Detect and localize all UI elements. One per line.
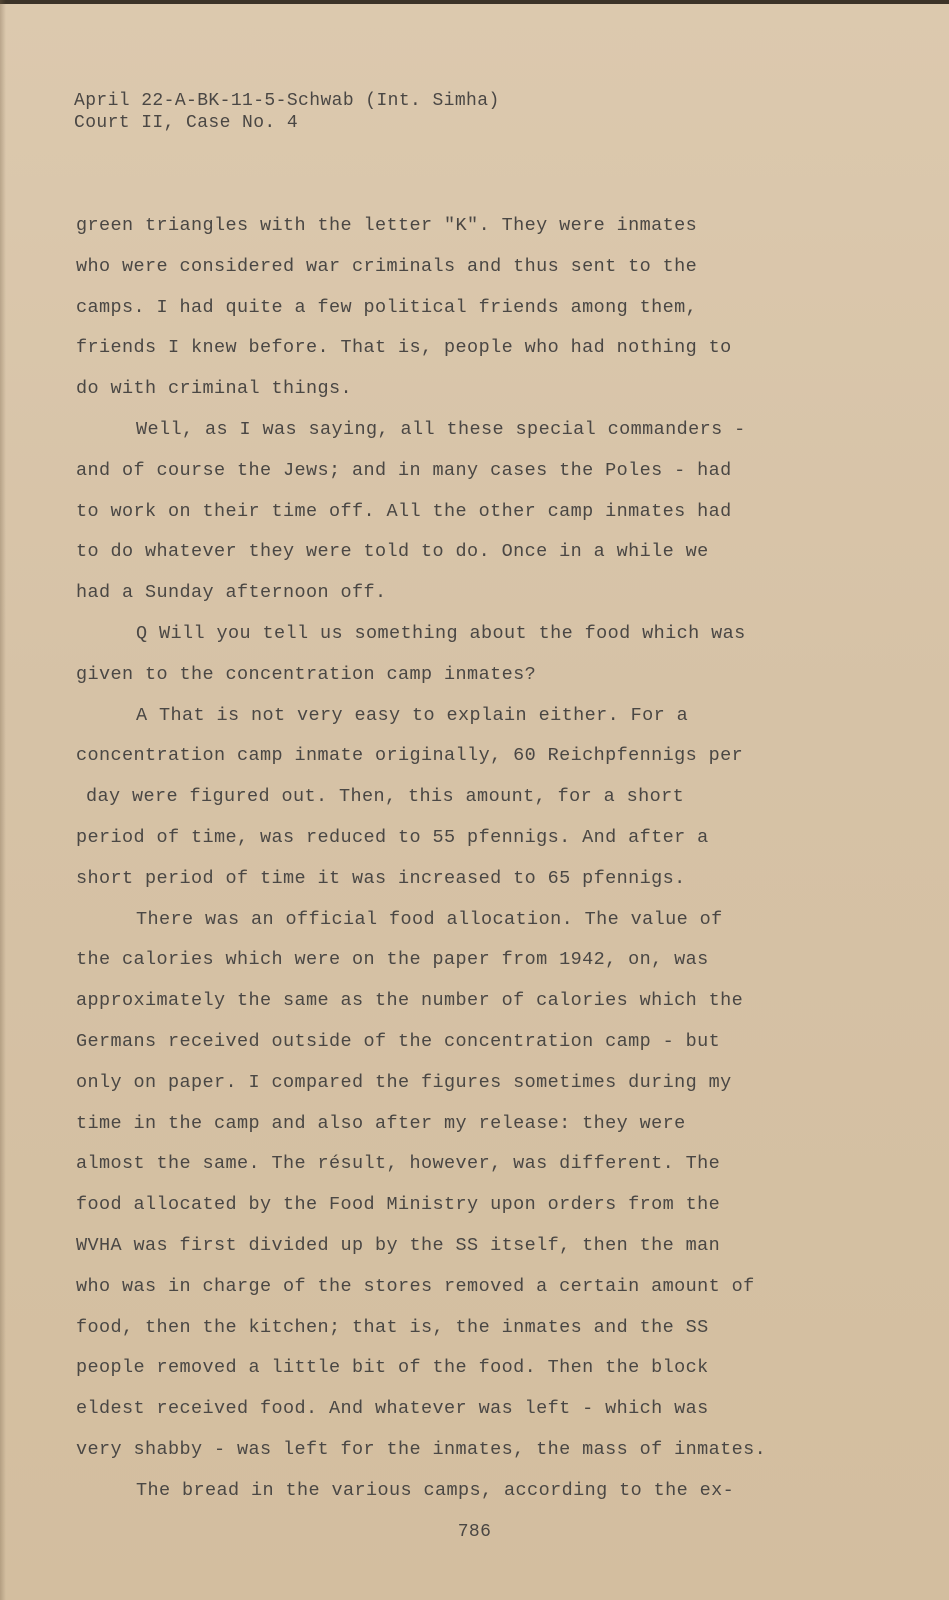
text-line: to do whatever they were told to do. Once in a while we (76, 541, 709, 563)
text-line: do with criminal things. (76, 378, 353, 400)
text-line: friends I knew before. That is, people who had nothing to (76, 337, 732, 359)
text-line: food allocated by the Food Ministry upon orders from the (76, 1194, 721, 1216)
text-line: short period of time it was increased to 65 pfennigs. (76, 867, 686, 889)
text-line: the calories which were on the paper from 1942, on, was (76, 949, 709, 971)
text-line: almost the same. The résult, however, was different. The (76, 1153, 721, 1175)
header-court-case: Court II, Case No. 4 (74, 113, 299, 133)
text-line: green triangles with the letter "K". They were inmates (76, 215, 698, 236)
text-line: and of course the Jews; and in many cases the Poles - had (76, 459, 732, 481)
text-line: concentration camp inmate originally, 60 Reichpfennigs per (76, 745, 744, 767)
text-line: WVHA was first divided up by the SS itself, then the man (76, 1234, 721, 1256)
text-line: eldest received food. And whatever was left - which was (76, 1398, 709, 1420)
text-line: Germans received outside of the concentration camp - but (76, 1030, 721, 1052)
text-line: to work on their time off. All the other camp inmates had (76, 500, 732, 522)
text-line: day were figured out. Then, this amount, for a short (86, 786, 685, 808)
text-line: Well, as I was saying, all these special commanders - (136, 418, 746, 440)
text-line: who was in charge of the stores removed a certain amount of (76, 1275, 755, 1297)
text-line: given to the concentration camp inmates? (76, 663, 537, 685)
page-top-border (0, 0, 949, 4)
text-line: period of time, was reduced to 55 pfennigs. And after a (76, 826, 709, 848)
page-number: 786 (457, 1522, 492, 1542)
text-line: who were considered war criminals and thus sent to the (76, 255, 698, 277)
text-line: time in the camp and also after my release: they were (76, 1112, 686, 1134)
answer-line: A That is not very easy to explain either. For a (136, 704, 689, 726)
text-line: had a Sunday afternoon off. (76, 582, 387, 604)
question-line: Q Will you tell us something about the food which was (136, 622, 746, 644)
text-line: There was an official food allocation. The value of (136, 908, 723, 930)
text-line: camps. I had quite a few political friends among them, (76, 296, 698, 318)
header-case-reference: April 22-A-BK-11-5-Schwab (Int. Simha) (74, 91, 500, 111)
text-line: food, then the kitchen; that is, the inmates and the SS (76, 1316, 709, 1338)
transcript-body (76, 206, 896, 1512)
text-line: people removed a little bit of the food. Then the block (76, 1357, 709, 1379)
text-line: only on paper. I compared the figures sometimes during my (76, 1071, 732, 1093)
text-line: The bread in the various camps, according to the ex- (136, 1479, 735, 1501)
text-line: approximately the same as the number of calories which the (76, 990, 744, 1012)
document-header (74, 90, 500, 134)
text-line: very shabby - was left for the inmates, the mass of inmates. (76, 1438, 767, 1460)
page-left-shadow (0, 0, 6, 1600)
